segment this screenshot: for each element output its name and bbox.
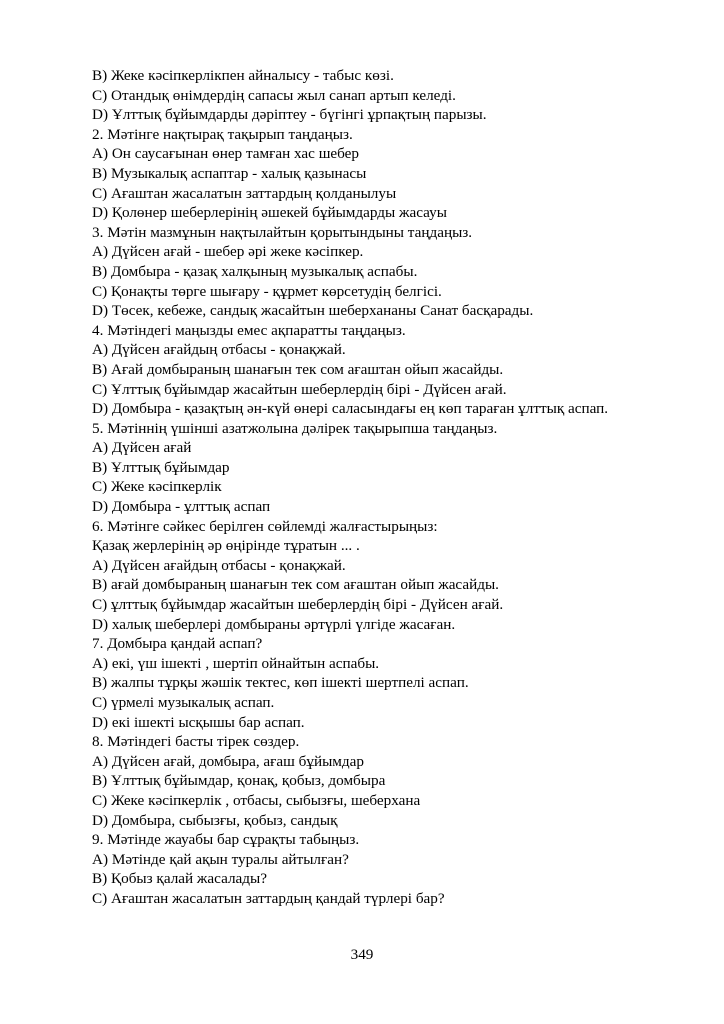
text-line: B) ағай домбыраның шанағын тек сом ағаштан ойып жасайды. [92, 576, 499, 594]
text-line: D) Қолөнер шеберлерінің әшекей бұйымдарды жасауы [92, 204, 447, 222]
text-line: B) Жеке кәсіпкерлікпен айналысу - табыс көзі. [92, 67, 394, 84]
text-line: C) Ағаштан жасалатын заттардың қандай түрлері бар? [92, 889, 445, 907]
text-line: C) ұлттық бұйымдар жасайтын шеберлердің бірі - Дүйсен ағай. [92, 596, 504, 614]
question-2-heading: 2. Мәтінге нақтырақ тақырып таңдаңыз. [92, 125, 353, 143]
text-line: B) Ұлттық бұйымдар, қонақ, қобыз, домбыра [92, 772, 386, 790]
text-line: Қазақ жерлерінің әр өңірінде тұратын ... . [92, 537, 360, 555]
text-line: C) Ұлттық бұйымдар жасайтын шеберлердің бірі - Дүйсен ағай. [92, 380, 507, 398]
text-line: C) Жеке кәсіпкерлік [92, 478, 222, 496]
text-line: B) Домбыра - қазақ халқының музыкалық аспабы. [92, 262, 418, 280]
page-content [92, 66, 672, 909]
text-line: A) Дүйсен ағайдың отбасы - қонақжай. [92, 341, 346, 359]
text-line: A) Мәтінде қай ақын туралы айтылған? [92, 850, 349, 868]
question-8-heading: 8. Мәтіндегі басты тірек сөздер. [92, 733, 300, 751]
question-5-heading: 5. Мәтіннің үшінші азатжолына дәлірек тақырыпша таңдаңыз. [92, 419, 498, 437]
text-line: B) Ұлттық бұйымдар [92, 458, 230, 476]
text-line: A) Дүйсен ағай - шебер әрі жеке кәсіпкер. [92, 243, 364, 261]
text-line: D) халық шеберлері домбыраны әртүрлі үлгіде жасаған. [92, 615, 456, 633]
question-3-heading: 3. Мәтін мазмұнын нақтылайтын қорытындыны таңдаңыз. [92, 223, 473, 241]
text-line: A) Дүйсен ағай, домбыра, ағаш бұйымдар [92, 752, 364, 770]
question-6-heading: 6. Мәтінге сәйкес берілген сөйлемді жалғастырыңыз: [92, 517, 438, 535]
text-line: D) Домбыра, сыбызғы, қобыз, сандық [92, 811, 338, 829]
text-line: D) Төсек, кебеже, сандық жасайтын шеберхананы Санат басқарады. [92, 302, 534, 320]
text-line: C) Жеке кәсіпкерлік , отбасы, сыбызғы, шеберхана [92, 791, 421, 809]
text-line: A) Он саусағынан өнер тамған хас шебер [92, 145, 359, 163]
text-line: A) Дүйсен ағай [92, 439, 192, 457]
text-line: A) екі, үш ішекті , шертіп ойнайтын аспабы. [92, 654, 380, 672]
text-line: C) үрмелі музыкалық аспап. [92, 694, 275, 711]
question-7-heading: 7. Домбыра қандай аспап? [92, 635, 263, 653]
text-line: D) екі ішекті ысқышы бар аспап. [92, 713, 305, 731]
text-line: B) Ағай домбыраның шанағын тек сом ағаштан ойып жасайды. [92, 360, 504, 378]
text-line: B) жалпы тұрқы жәшік тектес, көп ішекті шертпелі аспап. [92, 674, 469, 692]
text-line: B) Музыкалық аспаптар - халық қазынасы [92, 164, 367, 182]
question-9-heading: 9. Мәтінде жауабы бар сұрақты табыңыз. [92, 831, 360, 849]
text-line: C) Қонақты төрге шығару - құрмет көрсетудің белгісі. [92, 282, 442, 300]
text-line: B) Қобыз қалай жасалады? [92, 870, 267, 888]
text-line: C) Ағаштан жасалатын заттардың қолданылуы [92, 184, 397, 202]
page-number: 349 [350, 946, 374, 963]
question-4-heading: 4. Мәтіндегі маңызды емес ақпаратты таңдаңыз. [92, 321, 406, 339]
text-line: C) Отандық өнімдердің сапасы жыл санап артып келеді. [92, 86, 456, 104]
text-line: D) Ұлттық бұйымдарды дәріптеу - бүгінгі ұрпақтың парызы. [92, 106, 487, 124]
text-line: A) Дүйсен ағайдың отбасы - қонақжай. [92, 556, 346, 574]
justified-answer-line: D) Домбыра - қазақтың ән-күй өнері саласындағы ең көп тараған ұлттық аспап. [92, 400, 609, 418]
text-line: D) Домбыра - ұлттық аспап [92, 498, 271, 516]
